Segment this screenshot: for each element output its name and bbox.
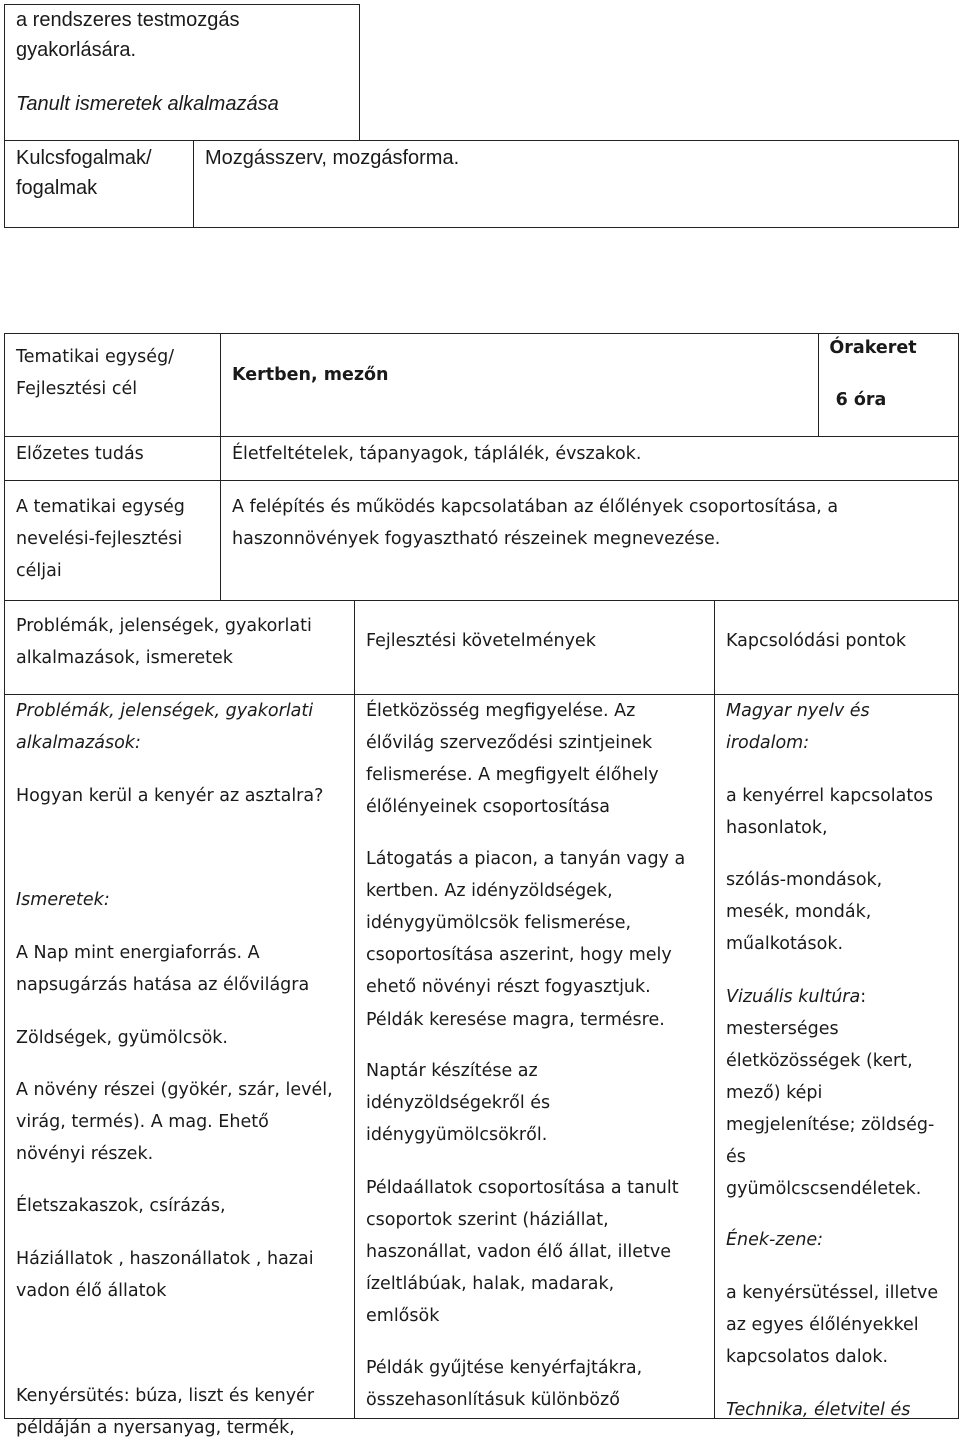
hours-label: Órakeret (829, 338, 917, 358)
unit-table-border-top (4, 333, 959, 334)
goals-label-1: A tematikai egység (16, 497, 185, 517)
col2-line: összehasonlításuk különböző (366, 1390, 620, 1410)
goals-value-2: haszonnövények fogyasztható részeinek megnevezése. (232, 529, 721, 549)
key-concepts-label-2: fogalmak (16, 177, 98, 199)
col1-line: napsugárzás hatása az élővilágra (16, 975, 310, 995)
goal-continuation-line-2: gyakorlására. (16, 39, 137, 61)
header-col2: Fejlesztési követelmények (366, 631, 596, 651)
col3-line: mező) képi (726, 1083, 823, 1103)
col2-line: emlősök (366, 1306, 440, 1326)
goals-label-2: nevelési-fejlesztési (16, 529, 183, 549)
col3-line: irodalom: (726, 733, 810, 753)
header-col1-line-2: alkalmazások, ismeretek (16, 648, 233, 668)
unit-row-divider-3 (4, 600, 959, 601)
col2-line: Naptár készítése az (366, 1061, 538, 1081)
col1-line: Hogyan kerül a kenyér az asztalra? (16, 786, 324, 806)
col1-line: Ismeretek: (16, 890, 110, 910)
prior-knowledge-label: Előzetes tudás (16, 444, 144, 464)
key-concepts-value: Mozgásszerv, mozgásforma. (205, 147, 460, 169)
col1-line: A növény részei (gyökér, szár, levél, (16, 1080, 333, 1100)
visual-culture-subject: Vizuális kultúra (726, 987, 861, 1007)
col3-line: a kenyérrel kapcsolatos (726, 786, 934, 806)
col3-line: Technika, életvitel és (726, 1400, 911, 1420)
top-table-border-left (4, 4, 5, 228)
col2-line: idénygyümölcsökről. (366, 1125, 548, 1145)
key-concepts-label-1: Kulcsfogalmak/ (16, 147, 152, 169)
col1-line: Kenyérsütés: búza, liszt és kenyér (16, 1386, 315, 1406)
visual-culture-colon: : (860, 987, 867, 1007)
col2-line: csoportosítása aszerint, hogy mely (366, 945, 672, 965)
col3-line: az egyes élőlényekkel (726, 1315, 919, 1335)
col3-line: műalkotások. (726, 934, 844, 954)
col1-line: növényi részek. (16, 1144, 154, 1164)
col2-line: élőlényeinek csoportosítása (366, 797, 611, 817)
top-table-row-divider (4, 140, 959, 141)
col3-line: mesék, mondák, (726, 902, 872, 922)
hours-value: 6 óra (835, 390, 887, 410)
col3-line: gyümölcscsendéletek. (726, 1179, 922, 1199)
top-table-border-top (4, 4, 359, 5)
col2-line: ízeltlábúak, halak, madarak, (366, 1274, 615, 1294)
col3-line: megjelenítése; zöldség- (726, 1115, 935, 1135)
unit-label-col-divider (220, 333, 221, 601)
col3-line: mesterséges (726, 1019, 839, 1039)
unit-table-border-left (4, 333, 5, 1419)
goals-value-1: A felépítés és működés kapcsolatában az élőlények csoportosítása, a (232, 497, 839, 517)
col1-line: vadon élő állatok (16, 1281, 167, 1301)
col-divider-2 (714, 600, 715, 1419)
goals-label-3: céljai (16, 561, 62, 581)
prior-knowledge-value: Életfeltételek, tápanyagok, táplálék, évszakok. (232, 444, 642, 464)
col2-line: Látogatás a piacon, a tanyán vagy a (366, 849, 686, 869)
col2-line: Életközösség megfigyelése. Az (366, 701, 636, 721)
header-col3: Kapcsolódási pontok (726, 631, 906, 651)
col1-line: virág, termés). A mag. Ehető (16, 1112, 269, 1132)
col2-line: idényzöldségekről és (366, 1093, 551, 1113)
col1-line: A Nap mint energiaforrás. A (16, 943, 260, 963)
top-table-col-divider-lower (193, 140, 194, 228)
col1-line: példáján a nyersanyag, termék, (16, 1418, 295, 1438)
col2-line: idénygyümölcsök felismerése, (366, 913, 632, 933)
col3-line: Magyar nyelv és (726, 701, 870, 721)
goal-continuation-line-1: a rendszeres testmozgás (16, 9, 240, 31)
col2-line: Példaállatok csoportosítása a tanult (366, 1178, 679, 1198)
applied-knowledge-text: Tanult ismeretek alkalmazása (16, 93, 279, 115)
col2-line: Példák keresése magra, termésre. (366, 1010, 665, 1030)
col3-line (726, 981, 866, 1013)
col1-line: Életszakaszok, csírázás, (16, 1196, 226, 1216)
col2-line: kertben. Az idényzöldségek, (366, 881, 613, 901)
top-table-border-right (958, 140, 959, 228)
col3-line: kapcsolatos dalok. (726, 1347, 889, 1367)
col2-line: haszonállat, vadon élő állat, illetve (366, 1242, 672, 1262)
col2-line: felismerése. A megfigyelt élőhely (366, 765, 659, 785)
col1-line: Zöldségek, gyümölcsök. (16, 1028, 228, 1048)
col2-line: ehető növényi részt fogyasztjuk. (366, 977, 651, 997)
col3-line: szólás-mondások, (726, 870, 883, 890)
unit-label-2: Fejlesztési cél (16, 379, 138, 399)
unit-table-border-right (958, 333, 959, 1419)
col2-line: csoportok szerint (háziállat, (366, 1210, 609, 1230)
header-col1-line-1: Problémák, jelenségek, gyakorlati (16, 616, 312, 636)
col1-line: alkalmazások: (16, 733, 141, 753)
col2-line: Példák gyűjtése kenyérfajtákra, (366, 1358, 643, 1378)
top-table-col-divider-upper (359, 4, 360, 141)
col1-line: Háziállatok , haszonállatok , hazai (16, 1249, 314, 1269)
col3-line: a kenyérsütéssel, illetve (726, 1283, 939, 1303)
unit-title: Kertben, mezőn (232, 365, 389, 385)
col3-line: életközösségek (kert, (726, 1051, 913, 1071)
col3-line: és (726, 1147, 746, 1167)
top-table-border-bottom (4, 227, 959, 228)
unit-row-divider-2 (4, 480, 959, 481)
unit-label-1: Tematikai egység/ (16, 347, 175, 367)
col2-line: élővilág szerveződési szintjeinek (366, 733, 653, 753)
col1-line: Problémák, jelenségek, gyakorlati (16, 701, 314, 721)
col3-line: Ének-zene: (726, 1230, 824, 1250)
col3-line: hasonlatok, (726, 818, 828, 838)
col-divider-1 (354, 600, 355, 1419)
unit-row-divider-1 (4, 436, 959, 437)
